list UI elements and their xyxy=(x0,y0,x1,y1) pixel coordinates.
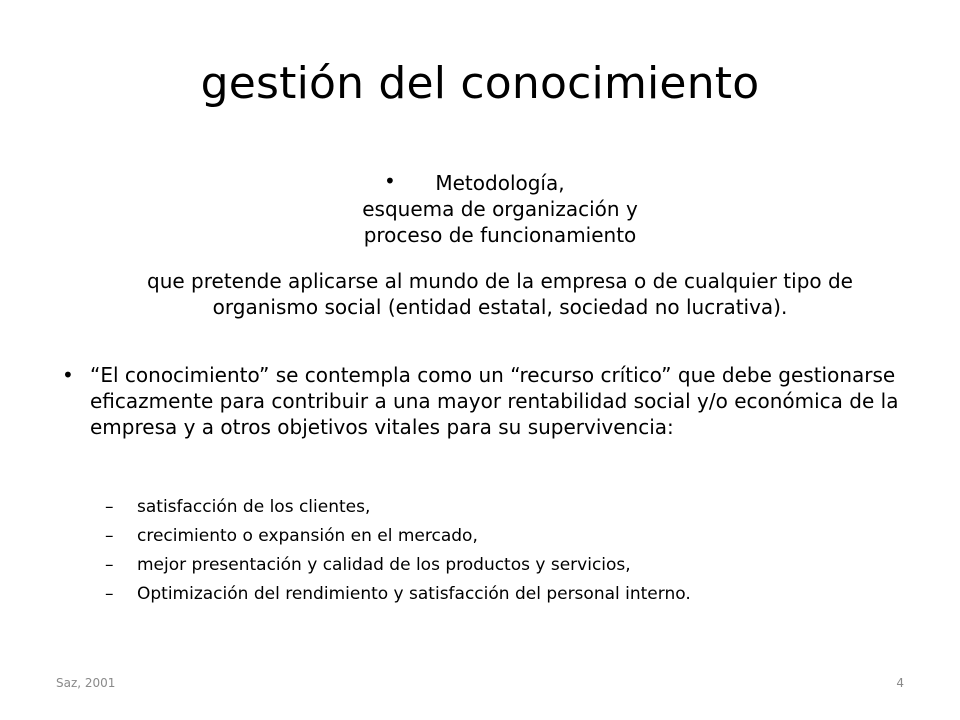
slide-title: gestión del conocimiento xyxy=(200,58,760,109)
sub-item-text: satisfacción de los clientes, xyxy=(137,497,371,517)
sub-item xyxy=(105,526,478,546)
bullet-2: “El conocimiento” se contempla como un “recurso crítico” que debe gestionarse eficazmente para contribuir a una mayor rentabilidad social y/o económica de la empresa y a otros objetivos vitales para su supervivencia: xyxy=(90,363,899,439)
page-number: 4 xyxy=(896,676,904,690)
footer-author: Saz, 2001 xyxy=(56,676,116,690)
bullet-1-line-1: Metodología, xyxy=(435,171,565,195)
bullet-1-continuation: que pretende aplicarse al mundo de la empresa o de cualquier tipo de organismo social (entidad estatal, sociedad no lucrativa). xyxy=(147,269,853,319)
sub-item xyxy=(105,555,631,575)
bullet-1 xyxy=(110,170,890,320)
bullet-icon: • xyxy=(62,363,74,387)
dash-icon: – xyxy=(105,526,114,546)
sub-item-text: mejor presentación y calidad de los productos y servicios, xyxy=(137,555,631,575)
bullet-1-line-2: esquema de organización y xyxy=(362,197,638,221)
bullet-icon: • xyxy=(384,169,396,193)
dash-icon: – xyxy=(105,497,114,517)
sub-item xyxy=(105,497,370,517)
dash-icon: – xyxy=(105,555,114,575)
sub-item xyxy=(105,584,691,604)
sub-item-text: crecimiento o expansión en el mercado, xyxy=(137,526,478,546)
dash-icon: – xyxy=(105,584,114,604)
bullet-1-line-3: proceso de funcionamiento xyxy=(363,223,637,247)
sub-item-text: Optimización del rendimiento y satisfacción del personal interno. xyxy=(137,584,691,604)
